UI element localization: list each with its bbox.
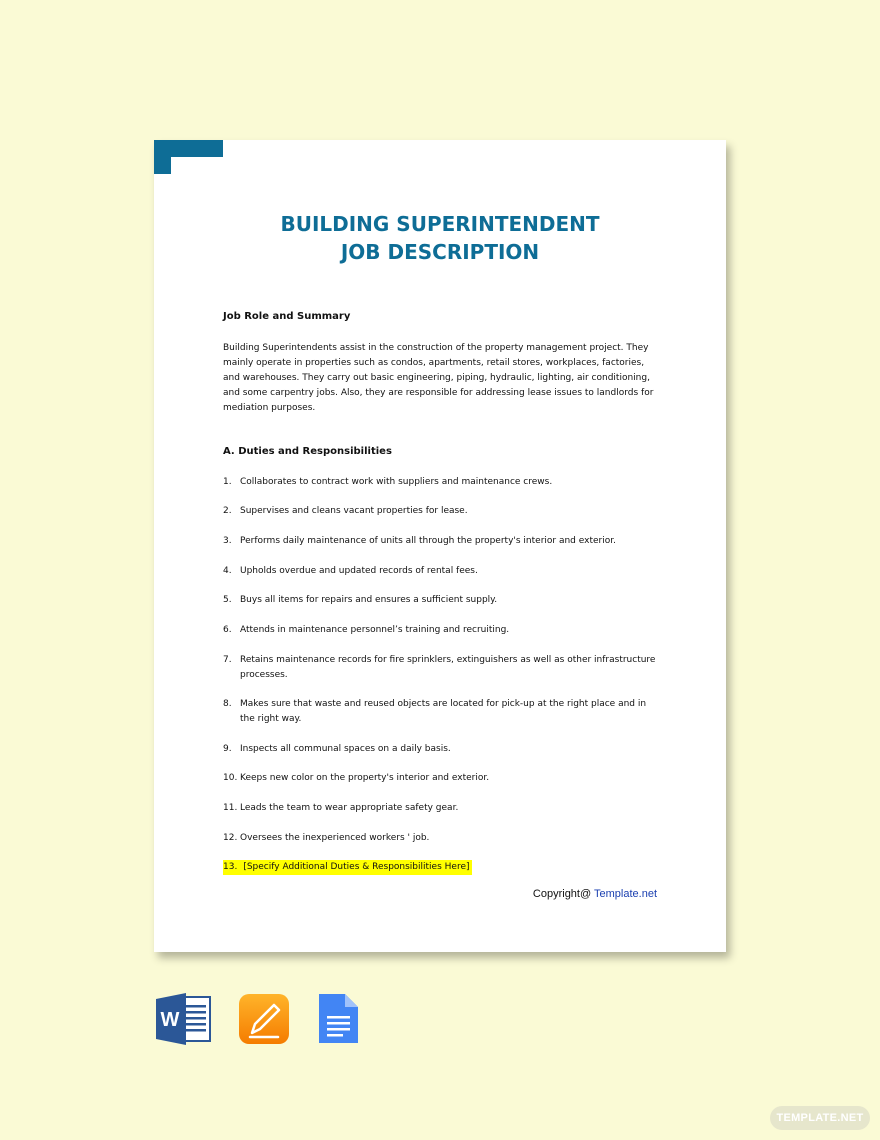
duty-item-placeholder <box>223 860 472 875</box>
duty-item <box>223 653 663 683</box>
word-icon <box>156 993 212 1045</box>
duty-number: 12. <box>223 833 238 843</box>
duty-text: Inspects all communal spaces on a daily basis. <box>240 744 451 754</box>
document-page <box>154 140 726 952</box>
duty-number: 11. <box>223 803 238 813</box>
duty-number: 1. <box>223 477 232 487</box>
duty-text: Leads the team to wear appropriate safety gear. <box>240 803 459 813</box>
copyright-line <box>533 888 657 900</box>
summary-heading: Job Role and Summary <box>223 311 351 322</box>
duty-item <box>223 564 663 579</box>
duty-item <box>223 475 663 490</box>
duty-item <box>223 801 663 816</box>
duty-number: 2. <box>223 506 232 516</box>
duty-text: Attends in maintenance personnel’s training and recruiting. <box>240 625 510 635</box>
duty-item <box>223 771 663 786</box>
duty-item <box>223 697 663 727</box>
pages-app-icon[interactable] <box>238 993 290 1045</box>
duty-text: Collaborates to contract work with suppliers and maintenance crews. <box>240 477 553 487</box>
highlight-marker <box>223 860 472 875</box>
duty-number: 5. <box>223 595 232 605</box>
word-letter: W <box>160 1009 180 1031</box>
duty-text: Buys all items for repairs and ensures a sufficient supply. <box>240 595 498 605</box>
duty-number: 10. <box>223 773 238 783</box>
duty-number: 7. <box>223 655 232 665</box>
pages-pen-icon <box>238 993 290 1045</box>
duty-text: [Specify Additional Duties & Responsibilities Here] <box>243 862 470 872</box>
duty-item <box>223 534 663 549</box>
duty-number: 4. <box>223 566 232 576</box>
duty-number: 6. <box>223 625 232 635</box>
google-docs-icon <box>317 993 359 1045</box>
duty-text: Keeps new color on the property's interior and exterior. <box>240 773 490 783</box>
template-net-watermark: TEMPLATE.NET <box>770 1106 870 1130</box>
duty-text: Supervises and cleans vacant properties for lease. <box>240 506 468 516</box>
corner-accent-vertical <box>154 140 171 174</box>
duty-text: Oversees the inexperienced workers ' job. <box>240 833 430 843</box>
duty-number: 3. <box>223 536 232 546</box>
duty-number: 8. <box>223 699 232 709</box>
summary-paragraph: Building Superintendents assist in the construction of the property management project. They mainly operate in properties such as condos, apartments, retail stores, workplaces, factories, and warehouses. They carry out basic engineering, piping, hydraulic, lighting, air conditioning, and some carpentry jobs. Also, they are responsible for addressing lease issues to landlords for mediation purposes. <box>223 343 654 413</box>
duty-item <box>223 623 663 638</box>
copyright-prefix: Copyright@ <box>532 888 595 900</box>
copyright-link[interactable]: Template.net <box>594 888 657 900</box>
document-title-line1: BUILDING SUPERINTENDENT <box>280 212 600 236</box>
word-app-icon[interactable] <box>156 993 208 1045</box>
duty-number: 13. <box>223 862 238 872</box>
google-docs-app-icon[interactable] <box>317 993 369 1045</box>
document-title-line2: JOB DESCRIPTION <box>340 240 540 264</box>
duties-heading: A. Duties and Responsibilities <box>223 446 392 457</box>
duty-item <box>223 593 663 608</box>
duty-text: Retains maintenance records for fire sprinklers, extinguishers as well as other infrastructure processes. <box>240 655 656 680</box>
duty-text: Performs daily maintenance of units all through the property's interior and exterior. <box>240 536 616 546</box>
duty-item <box>223 504 663 519</box>
duty-item <box>223 831 663 846</box>
duty-item <box>223 742 663 757</box>
duty-number: 9. <box>223 744 232 754</box>
duty-text: Makes sure that waste and reused objects are located for pick-up at the right place and in the right way. <box>240 699 647 724</box>
duty-text: Upholds overdue and updated records of rental fees. <box>240 566 478 576</box>
